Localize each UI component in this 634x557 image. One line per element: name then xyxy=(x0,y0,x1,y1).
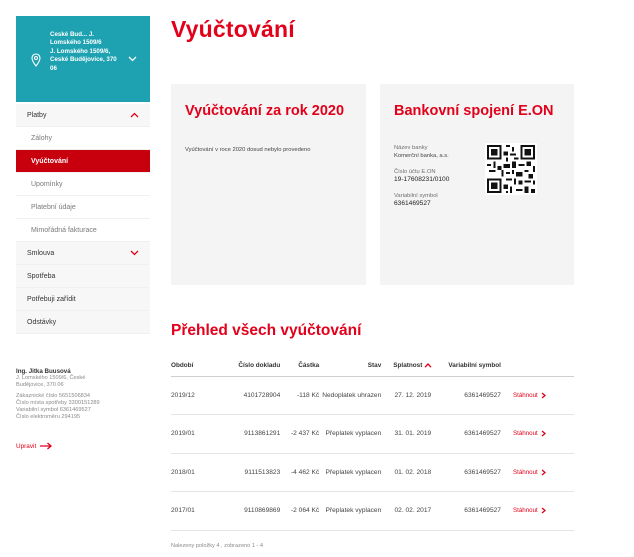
map-pin-icon xyxy=(31,53,41,67)
sidebar-item-label: Spotřeba xyxy=(27,273,56,280)
invoice-table xyxy=(171,356,574,531)
table-header-row xyxy=(171,356,574,376)
download-label: Stáhnout xyxy=(512,507,538,515)
chevron-right-icon xyxy=(541,392,546,399)
location-line: České Budějovice, 370 xyxy=(50,56,117,64)
cell-castka: -2 064 Kč xyxy=(285,492,322,531)
sidebar-item-smlouva[interactable] xyxy=(16,242,150,265)
sidebar-item-odstavky[interactable] xyxy=(16,311,150,334)
cell-splatnost: 27. 12. 2019 xyxy=(385,376,440,415)
chevron-right-icon xyxy=(541,469,546,476)
variable-symbol: Variabilní symbol 6361469527 xyxy=(16,407,91,413)
cell-action xyxy=(505,453,574,492)
year-card-text: Vyúčtování v roce 2020 dosud nebylo provedeno xyxy=(185,147,311,153)
location-line: 06 xyxy=(50,64,57,72)
sidebar-item-label: Odstávky xyxy=(27,319,57,326)
chevron-down-icon[interactable] xyxy=(128,56,137,62)
col-header-stav[interactable]: Stav xyxy=(322,356,385,376)
cell-var-symbol: 6361469527 xyxy=(440,453,505,492)
cell-obdobi: 2017/01 xyxy=(171,492,227,531)
chevron-right-icon xyxy=(541,507,546,514)
sidebar-item-mimoradna-fakturace[interactable] xyxy=(16,219,150,242)
table-row xyxy=(171,376,574,415)
cell-cislo: 9110869869 xyxy=(227,492,285,531)
cell-action xyxy=(505,415,574,454)
bank-details xyxy=(394,144,490,216)
bank-name-label: Název banky xyxy=(394,145,428,151)
download-label: Stáhnout xyxy=(512,391,538,399)
cell-stav: Přeplatek vyplacen xyxy=(322,453,385,492)
cell-var-symbol: 6361469527 xyxy=(440,492,505,531)
sidebar-menu xyxy=(16,104,150,334)
cell-obdobi: 2019/12 xyxy=(171,376,227,415)
download-link[interactable] xyxy=(513,392,546,399)
cell-cislo: 4101728904 xyxy=(227,376,285,415)
sidebar-item-vyuctovani[interactable] xyxy=(16,150,150,173)
col-header-obdobi[interactable]: Období xyxy=(171,356,227,376)
col-header-action xyxy=(505,356,574,376)
download-label: Stáhnout xyxy=(512,430,538,438)
customer-name: Ing. Jitka Buusová xyxy=(16,368,71,375)
cell-action xyxy=(505,492,574,531)
invoice-list-title: Přehled všech vyúčtování xyxy=(171,322,362,339)
sidebar-item-label: Vyúčtování xyxy=(31,158,69,165)
chevron-right-icon xyxy=(541,430,546,437)
results-count: Nalezeny položky 4 , zobrazeno 1 - 4 xyxy=(171,543,264,549)
sidebar-item-label: Platební údaje xyxy=(31,204,76,211)
sidebar-item-label: Platby xyxy=(27,112,47,119)
bank-card-title: Bankovní spojení E.ON xyxy=(394,103,554,119)
location-selector[interactable] xyxy=(16,16,150,102)
account-value: 19-17608231/0100 xyxy=(394,176,450,183)
table-row xyxy=(171,492,574,531)
cell-splatnost: 31. 01. 2019 xyxy=(385,415,440,454)
cell-var-symbol: 6361469527 xyxy=(440,415,505,454)
cell-splatnost: 01. 02. 2018 xyxy=(385,453,440,492)
col-header-var-symbol[interactable]: Variabilní symbol xyxy=(440,356,505,376)
sidebar-item-label: Upomínky xyxy=(31,181,63,188)
col-header-castka[interactable]: Částka xyxy=(285,356,322,376)
sidebar-item-label: Smlouva xyxy=(27,250,55,257)
download-link[interactable] xyxy=(513,469,546,476)
account-label: Číslo účtu E.ON xyxy=(394,169,436,175)
download-label: Stáhnout xyxy=(512,468,538,476)
sidebar-item-zalohy[interactable] xyxy=(16,127,150,150)
cell-stav: Přeplatek vyplacen xyxy=(322,415,385,454)
customer-info xyxy=(16,368,156,421)
col-header-cislo[interactable]: Číslo dokladu xyxy=(227,356,285,376)
cell-action xyxy=(505,376,574,415)
col-header-splatnost[interactable] xyxy=(385,356,440,376)
arrow-right-icon xyxy=(39,442,53,450)
location-line: České Bud... J. xyxy=(50,31,95,38)
location-line: J. Lomského 1509/6, xyxy=(50,47,111,55)
sidebar-item-label: Mimořádná fakturace xyxy=(31,227,97,234)
chevron-down-icon xyxy=(130,250,139,256)
customer-address: Budějovice, 370 06 xyxy=(16,382,64,388)
table-row xyxy=(171,415,574,454)
cell-obdobi: 2019/01 xyxy=(171,415,227,454)
sidebar-item-label: Potřebuji zařídit xyxy=(27,296,76,303)
table-row xyxy=(171,453,574,492)
page-title: Vyúčtování xyxy=(171,16,295,42)
sidebar-item-upominky[interactable] xyxy=(16,173,150,196)
sidebar-item-potrebuji-zaridit[interactable] xyxy=(16,288,150,311)
consumption-point: Číslo místa spotřeby 3300151289 xyxy=(16,400,100,406)
cell-cislo: 9113861291 xyxy=(227,415,285,454)
sidebar-item-platebni-udaje[interactable] xyxy=(16,196,150,219)
cell-castka: -2 437 Kč xyxy=(285,415,322,454)
sort-up-icon[interactable] xyxy=(424,363,432,368)
year-card-title: Vyúčtování za rok 2020 xyxy=(185,103,345,119)
cell-obdobi: 2018/01 xyxy=(171,453,227,492)
year-summary-card xyxy=(171,84,366,285)
location-address xyxy=(50,31,136,73)
sidebar-item-label: Zálohy xyxy=(31,135,53,142)
bank-name-value: Komerční banka, a.s. xyxy=(394,153,449,159)
cell-var-symbol: 6361469527 xyxy=(440,376,505,415)
customer-address: J. Lomského 1509/6, České xyxy=(16,375,86,381)
customer-number: Zákaznické číslo 5651506834 xyxy=(16,393,91,399)
vs-value: 6361469527 xyxy=(394,200,431,207)
meter-number: Číslo elektroměru 294195 xyxy=(16,414,81,420)
cell-castka: -4 462 Kč xyxy=(285,453,322,492)
download-link[interactable] xyxy=(513,430,546,437)
col-header-splatnost-label: Splatnost xyxy=(393,362,423,370)
bank-info-card xyxy=(380,84,574,285)
cell-stav: Nedoplatek uhrazen xyxy=(322,376,385,415)
cell-cislo: 9111513823 xyxy=(227,453,285,492)
download-link[interactable] xyxy=(513,507,546,514)
vs-label: Variabilní symbol xyxy=(394,193,438,199)
chevron-up-icon xyxy=(130,112,139,118)
edit-link[interactable] xyxy=(16,442,53,450)
sidebar-item-spotreba[interactable] xyxy=(16,265,150,288)
sidebar xyxy=(16,0,150,557)
sidebar-item-platby[interactable] xyxy=(16,104,150,127)
cell-castka: -118 Kč xyxy=(285,376,322,415)
cell-splatnost: 02. 02. 2017 xyxy=(385,492,440,531)
location-line: Lomského 1509/6 xyxy=(50,39,102,47)
qr-code-icon xyxy=(485,143,537,195)
edit-link-label: Upravit xyxy=(16,442,37,450)
cell-stav: Přeplatek vyplacen xyxy=(322,492,385,531)
